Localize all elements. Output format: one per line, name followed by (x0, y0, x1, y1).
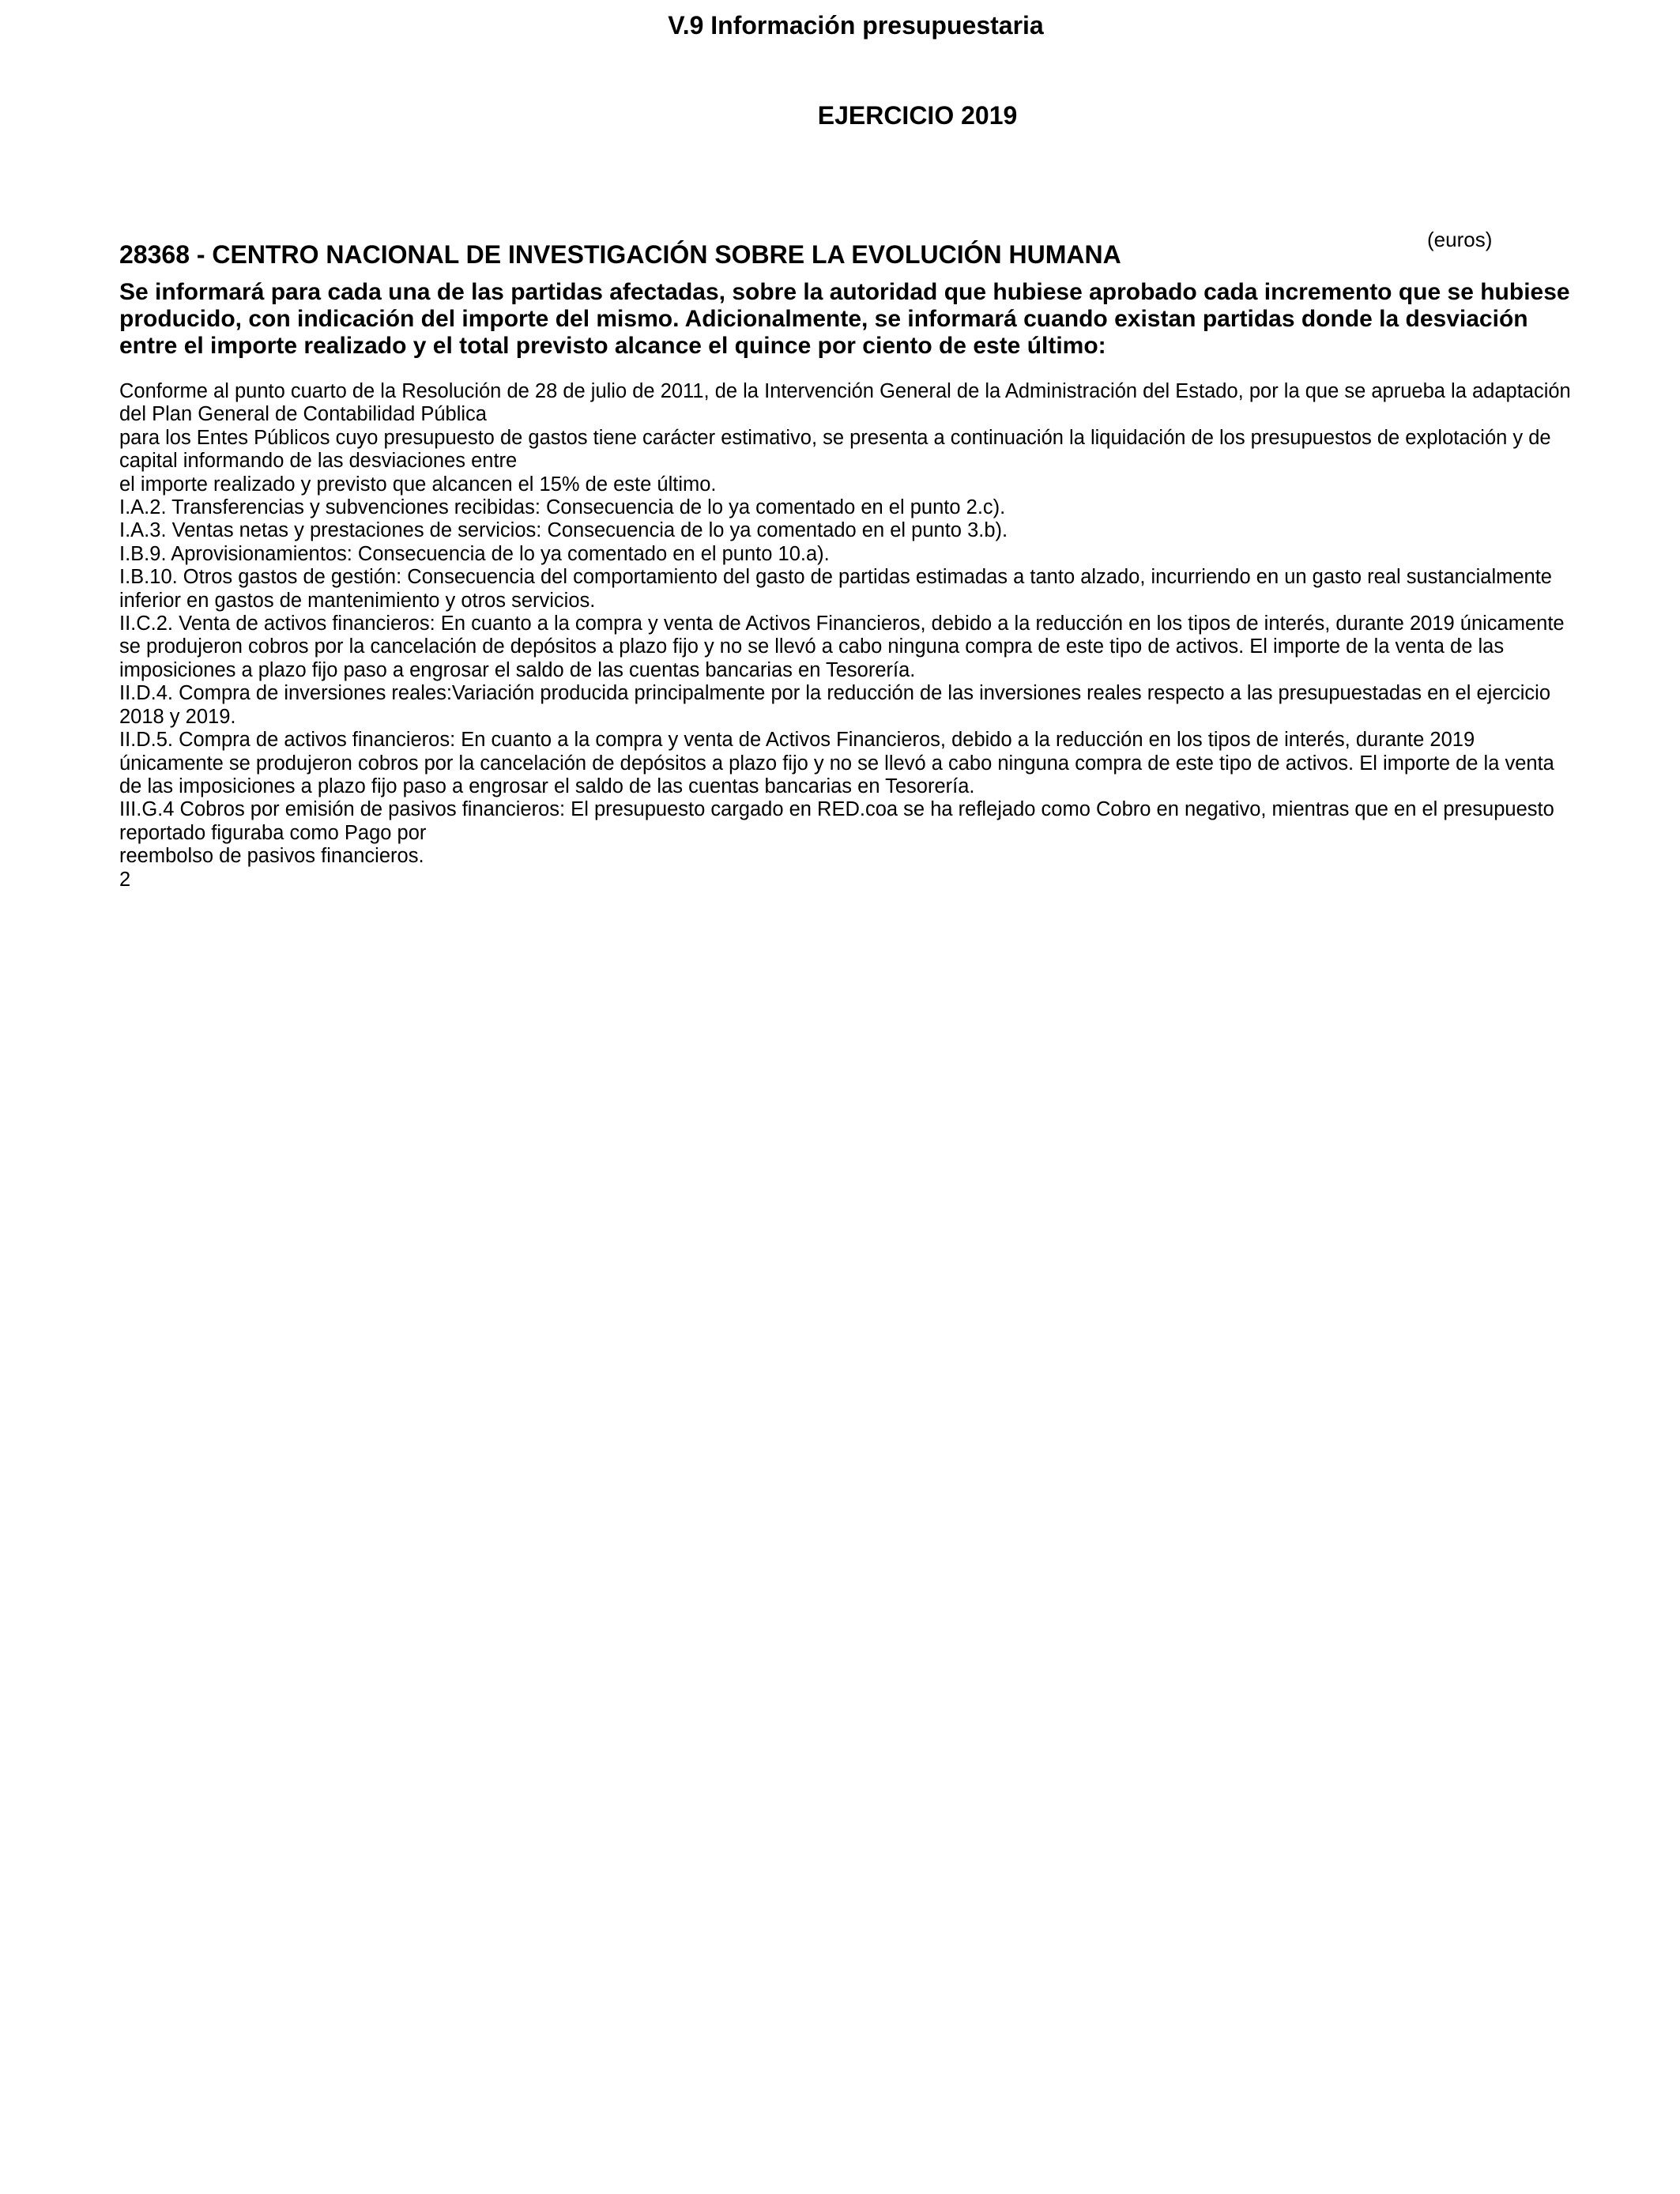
body-line: el importe realizado y previsto que alcancen el 15% de este último. (119, 473, 717, 496)
body-line: para los Entes Públicos cuyo presupuesto de gastos tiene carácter estimativo, se presenta a continuación la liquidación de los presupuestos de explotación y de capital informando de las desviaciones entre (119, 426, 1551, 473)
body-line: III.G.4 Cobros por emisión de pasivos financieros: El presupuesto cargado en RED.coa se ha reflejado como Cobro en negativo, mientras que en el presupuesto reportado figuraba como Pago por (119, 798, 1554, 844)
body-line: I.A.3. Ventas netas y prestaciones de servicios: Consecuencia de lo ya comentado en el punto 3.b). (119, 519, 1008, 542)
units-label: (euros) (1427, 228, 1493, 251)
body-line: II.D.5. Compra de activos financieros: En cuanto a la compra y venta de Activos Financieros, debido a la reducción en los tipos de interés, durante 2019 únicamente se produjeron cobros por la cancelación de depósitos a plazo fijo y no se llevó a cabo ninguna compra de este tipo de activos. El importe de la venta de las imposiciones a plazo fijo paso a engrosar el saldo de las cuentas bancarias en Tesorería. (119, 729, 1554, 797)
body-line: I.A.2. Transferencias y subvenciones recibidas: Consecuencia de lo ya comentado en el punto 2.c). (119, 496, 1006, 519)
body-line: I.B.10. Otros gastos de gestión: Consecuencia del comportamiento del gasto de partidas estimadas a tanto alzado, incurriendo en un gasto real sustancialmente inferior en gastos de mantenimiento y otros servicios. (119, 566, 1552, 612)
body-line: I.B.9. Aprovisionamientos: Consecuencia de lo ya comentado en el punto 10.a). (119, 542, 830, 565)
page-number: 2 (119, 868, 131, 891)
body-text (119, 380, 1577, 892)
body-line: reembolso de pasivos financieros. (119, 845, 424, 868)
body-line: II.D.4. Compra de inversiones reales:Variación producida principalmente por la reducción de las inversiones reales respecto a las presupuestadas en el ejercicio 2018 y 2019. (119, 682, 1550, 728)
year-title: EJERCICIO 2019 (817, 101, 1018, 130)
body-line: II.C.2. Venta de activos financieros: En cuanto a la compra y venta de Activos Financieros, debido a la reducción en los tipos de interés, durante 2019 únicamente se produjeron cobros por la cancelación de depósitos a plazo fijo y no se llevó a cabo ninguna compra de este tipo de activos. El importe de la venta de las imposiciones a plazo fijo paso a engrosar el saldo de las cuentas bancarias en Tesorería. (119, 613, 1565, 681)
body-line: Conforme al punto cuarto de la Resolución de 28 de julio de 2011, de la Intervención General de la Administración del Estado, por la que se aprueba la adaptación del Plan General de Contabilidad Pública (119, 380, 1571, 426)
section-title: V.9 Información presupuestaria (668, 11, 1044, 40)
instruction-paragraph: Se informará para cada una de las partidas afectadas, sobre la autoridad que hubiese aprobado cada incremento que se hubiese producido, con indicación del importe del mismo. Adicionalmente, se informará cuando existan partidas donde la desviación entre el importe realizado y el total previsto alcance el quince por ciento de este último: (119, 279, 1570, 359)
entity-title: 28368 - CENTRO NACIONAL DE INVESTIGACIÓN SOBRE LA EVOLUCIÓN HUMANA (119, 240, 1121, 269)
